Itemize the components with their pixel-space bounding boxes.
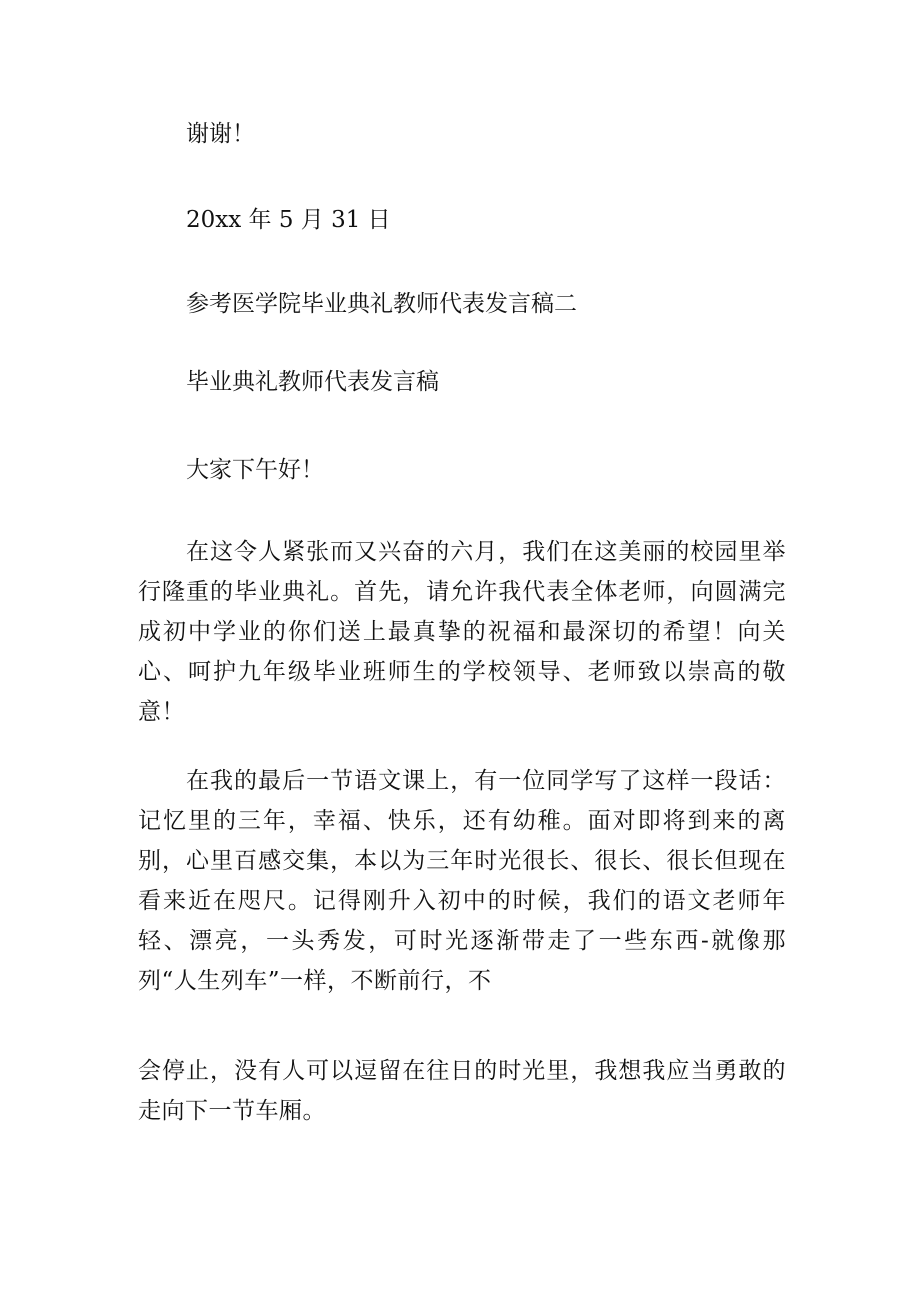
closing-text: 谢谢！ xyxy=(186,121,255,147)
body-paragraph-3: 会停止，没有人可以逗留在往日的时光里，我想我应当勇敢的走向下一节车厢。 xyxy=(138,1058,786,1124)
section-title: 参考医学院毕业典礼教师代表发言稿二 xyxy=(186,291,577,317)
body-paragraph-2: 在我的最后一节语文课上，有一位同学写了这样一段话：记忆里的三年，幸福、快乐，还有幼稚。面对即将到来的离别，心里百感交集，本以为三年时光很长、很长、很长但现在看来近在咫尺。记得刚升入初中的时候，我们的语文老师年轻、漂亮，一头秀发，可时光逐渐带走了一些东西-就像那列“人生列车”一样，不断前行，不 xyxy=(138,768,786,994)
speech-title: 毕业典礼教师代表发言稿 xyxy=(186,369,439,395)
date-text: 20xx 年 5 月 31 日 xyxy=(186,207,391,233)
greeting-text: 大家下午好！ xyxy=(186,457,324,483)
body-paragraph-1: 在这令人紧张而又兴奋的六月，我们在这美丽的校园里举行隆重的毕业典礼。首先，请允许我代表全体老师，向圆满完成初中学业的你们送上最真挚的祝福和最深切的希望！向关心、呵护九年级毕业班师生的学校领导、老师致以崇高的敬意！ xyxy=(138,539,786,725)
